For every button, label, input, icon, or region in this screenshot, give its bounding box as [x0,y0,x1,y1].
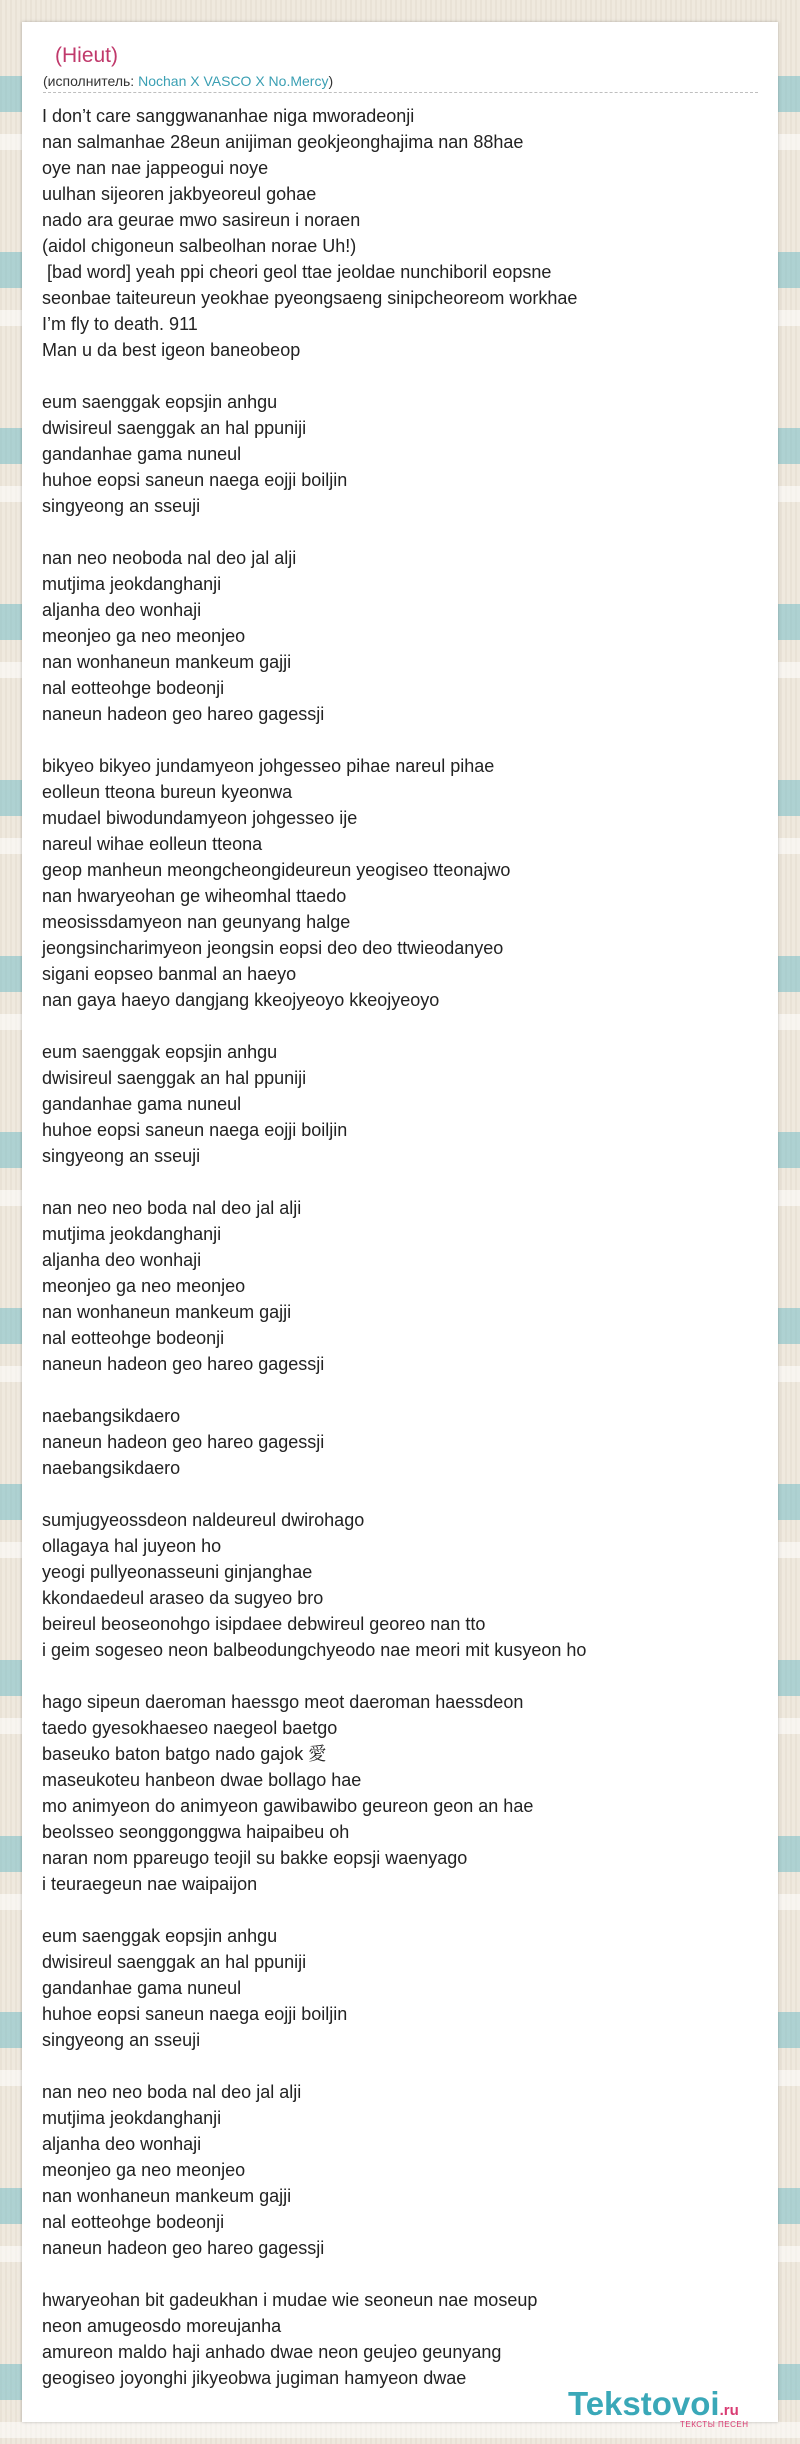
logo-subtitle: ТЕКСТЫ ПЕСЕН [680,2420,749,2429]
lyric-line: meosissdamyeon nan geunyang halge [42,912,351,932]
lyric-line: huhoe eopsi saneun naega eojji boiljin [42,1120,348,1140]
stanza-break [42,519,758,545]
lyric-line: mutjima jeokdanghanji [42,1224,222,1244]
lyric-line: sigani eopseo banmal an haeyo [42,964,297,984]
lyric-line: naneun hadeon geo hareo gagessji [42,1354,325,1374]
lyric-line: nan hwaryeohan ge wiheomhal ttaedo [42,886,347,906]
lyric-line: amureon maldo haji anhado dwae neon geujeo geunyang [42,2342,502,2362]
lyric-line: mutjima jeokdanghanji [42,574,222,594]
lyrics-body [42,103,758,2391]
lyric-line: mudael biwodundamyeon johgesseo ije [42,808,358,828]
lyric-line: meonjeo ga neo meonjeo [42,1276,246,1296]
lyric-line: nal eotteohge bodeonji [42,2212,225,2232]
lyric-line: mo animyeon do animyeon gawibawibo geureon geon an hae [42,1796,534,1816]
artist-link[interactable]: Nochan X VASCO X No.Mercy [138,73,329,89]
lyric-line: nareul wihae eolleun tteona [42,834,263,854]
stanza-break [42,2053,758,2079]
lyric-line: uulhan sijeoren jakbyeoreul gohae [42,184,317,204]
lyric-line: seonbae taiteureun yeokhae pyeongsaeng sinipcheoreom workhae [42,288,578,308]
lyric-line: kkondaedeul araseo da sugyeo bro [42,1588,324,1608]
artist-line [43,72,333,90]
lyric-line: aljanha deo wonhaji [42,600,202,620]
lyric-line: gandanhae gama nuneul [42,1094,242,1114]
lyric-line: geogiseo joyonghi jikyeobwa jugiman hamyeon dwae [42,2368,467,2388]
logo-tld: .ru [719,2402,739,2419]
lyric-line: eum saenggak eopsjin anhgu [42,1926,278,1946]
lyric-line: mutjima jeokdanghanji [42,2108,222,2128]
lyric-line: yeogi pullyeonasseuni ginjanghae [42,1562,313,1582]
lyric-line: taedo gyesokhaeseo naegeol baetgo [42,1718,338,1738]
song-title: (Hieut) [55,44,119,67]
lyric-line: i geim sogeseo neon balbeodungchyeodo nae meori mit kusyeon ho [42,1640,587,1660]
lyric-line: dwisireul saenggak an hal ppuniji [42,418,307,438]
lyric-line: naneun hadeon geo hareo gagessji [42,1432,325,1452]
lyrics-card [22,22,778,2429]
lyric-line: aljanha deo wonhaji [42,2134,202,2154]
lyric-line: ollagaya hal juyeon ho [42,1536,222,1556]
lyric-line: meonjeo ga neo meonjeo [42,2160,246,2180]
lyric-line: eolleun tteona bureun kyeonwa [42,782,293,802]
lyric-line: huhoe eopsi saneun naega eojji boiljin [42,470,348,490]
stanza-break [42,1663,758,1689]
artist-suffix: ) [328,73,334,89]
lyric-line: nal eotteohge bodeonji [42,1328,225,1348]
lyric-line: dwisireul saenggak an hal ppuniji [42,1952,307,1972]
lyric-line: baseuko baton batgo nado gajok 愛 [42,1744,327,1764]
lyric-line: Man u da best igeon baneobeop [42,340,301,360]
lyric-line: nan wonhaneun mankeum gajji [42,1302,292,1322]
lyric-line: aljanha deo wonhaji [42,1250,202,1270]
lyric-line: [bad word] yeah ppi cheori geol ttae jeoldae nunchiboril eopsne [42,262,552,282]
stanza-break [42,1481,758,1507]
lyric-line: nan gaya haeyo dangjang kkeojyeoyo kkeojyeoyo [42,990,440,1010]
stanza-break [42,2261,758,2287]
lyric-line: nal eotteohge bodeonji [42,678,225,698]
lyric-line: naran nom ppareugo teojil su bakke eopsji waenyago [42,1848,468,1868]
lyric-line: eum saenggak eopsjin anhgu [42,1042,278,1062]
lyric-line: meonjeo ga neo meonjeo [42,626,246,646]
lyric-line: neon amugeosdo moreujanha [42,2316,282,2336]
lyric-line: gandanhae gama nuneul [42,444,242,464]
artist-prefix: (исполнитель: [43,73,139,89]
header-divider [43,92,758,93]
lyric-line: geop manheun meongcheongideureun yeogiseo tteonajwo [42,860,511,880]
lyric-line: hwaryeohan bit gadeukhan i mudae wie seoneun nae moseup [42,2290,538,2310]
lyric-line: singyeong an sseuji [42,1146,201,1166]
stanza-break [42,727,758,753]
lyric-line: huhoe eopsi saneun naega eojji boiljin [42,2004,348,2024]
lyric-line: (aidol chigoneun salbeolhan norae Uh!) [42,236,357,256]
stanza-break [42,1013,758,1039]
lyric-line: singyeong an sseuji [42,496,201,516]
lyric-line: maseukoteu hanbeon dwae bollago hae [42,1770,362,1790]
lyric-line: nan neo neo boda nal deo jal alji [42,2082,302,2102]
stanza-break [42,1897,758,1923]
lyric-line: nan salmanhae 28eun anijiman geokjeonghajima nan 88hae [42,132,524,152]
lyric-line: naneun hadeon geo hareo gagessji [42,704,325,724]
lyric-line: oye nan nae jappeogui noye [42,158,269,178]
lyric-line: beireul beoseonohgo isipdaee debwireul georeo nan tto [42,1614,486,1634]
lyric-line: nan wonhaneun mankeum gajji [42,652,292,672]
lyric-line: naebangsikdaero [42,1406,181,1426]
lyric-line: i teuraegeun nae waipaijon [42,1874,258,1894]
lyric-line: naneun hadeon geo hareo gagessji [42,2238,325,2258]
lyric-line: bikyeo bikyeo jundamyeon johgesseo pihae nareul pihae [42,756,495,776]
lyric-line: gandanhae gama nuneul [42,1978,242,1998]
lyric-line: I don’t care sanggwananhae niga mworadeonji [42,106,415,126]
lyric-line: nan neo neoboda nal deo jal alji [42,548,297,568]
logo-main-text: Tekstovoi [568,2385,720,2422]
lyric-line: singyeong an sseuji [42,2030,201,2050]
lyric-line: naebangsikdaero [42,1458,181,1478]
lyric-line: nado ara geurae mwo sasireun i noraen [42,210,361,230]
lyric-line: sumjugyeossdeon naldeureul dwirohago [42,1510,365,1530]
site-logo[interactable] [568,2385,772,2429]
lyric-line: dwisireul saenggak an hal ppuniji [42,1068,307,1088]
lyric-line: I’m fly to death. 911 [42,314,198,334]
lyric-line: hago sipeun daeroman haessgo meot daeroman haessdeon [42,1692,524,1712]
lyric-line: beolsseo seonggonggwa haipaibeu oh [42,1822,350,1842]
stanza-break [42,1169,758,1195]
lyric-line: nan neo neo boda nal deo jal alji [42,1198,302,1218]
lyric-line: eum saenggak eopsjin anhgu [42,392,278,412]
stanza-break [42,1377,758,1403]
lyric-line: nan wonhaneun mankeum gajji [42,2186,292,2206]
stanza-break [42,363,758,389]
lyric-line: jeongsincharimyeon jeongsin eopsi deo deo ttwieodanyeo [42,938,504,958]
